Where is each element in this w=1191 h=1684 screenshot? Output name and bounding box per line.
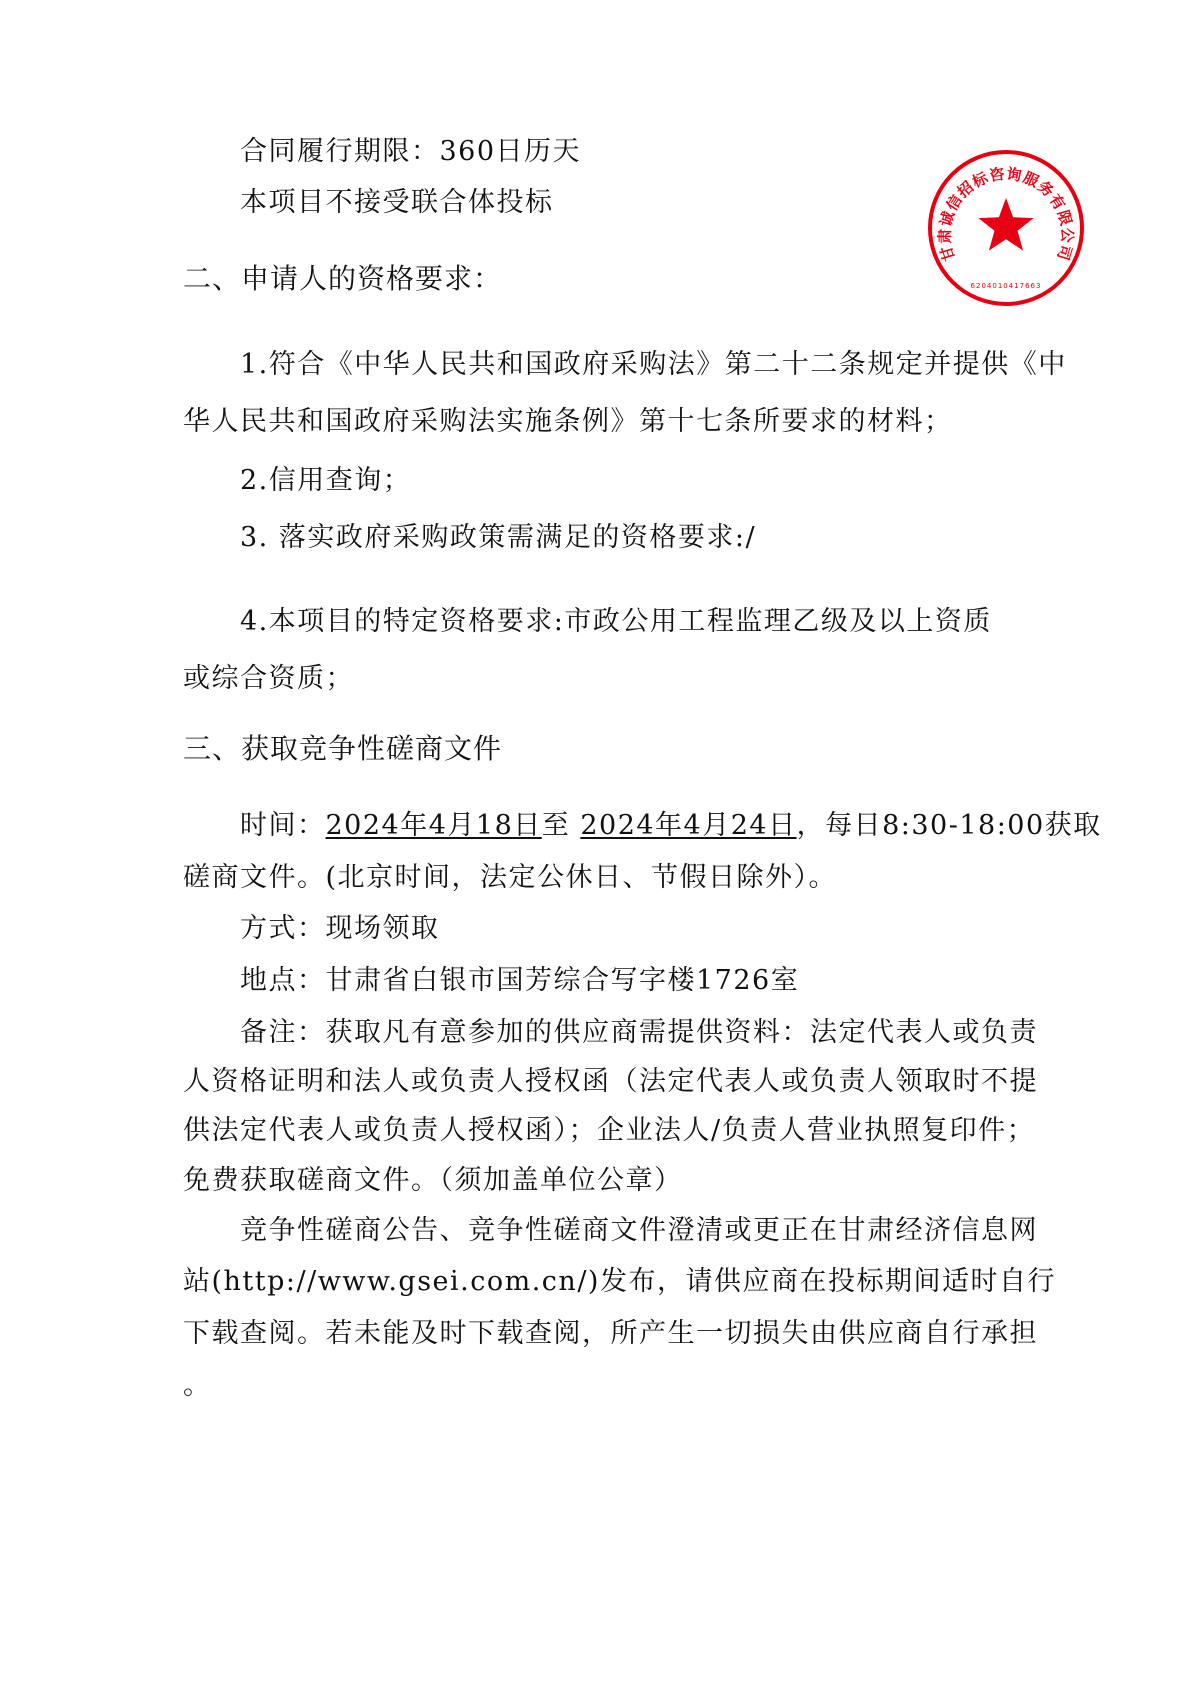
time-rest: ，每日8:30-18:00获取: [796, 810, 1102, 841]
qualification-item-2: 2.信用查询；: [240, 465, 412, 496]
contract-period: 合同履行期限：360日历天: [240, 136, 582, 167]
time-label: 时间：: [240, 810, 326, 841]
qualification-item-1-line-1: 1.符合《中华人民共和国政府采购法》第二十二条规定并提供《中: [240, 349, 1067, 380]
section-heading-obtain-documents: 三、获取竞争性磋商文件: [183, 732, 503, 765]
acquisition-time-line-2: 磋商文件。(北京时间，法定公休日、节假日除外）。: [183, 862, 838, 893]
publication-notice-line-1: 竞争性磋商公告、竞争性磋商文件澄清或更正在甘肃经济信息网: [240, 1215, 1038, 1246]
start-date: 2024年4月18日: [325, 810, 542, 841]
qualification-item-4-line-1: 4.本项目的特定资格要求:市政公用工程监理乙级及以上资质: [240, 606, 992, 637]
qualification-item-1-line-2: 华人民共和国政府采购法实施条例》第十七条所要求的材料；: [183, 406, 953, 437]
acquisition-location: 地点：甘肃省白银市国芳综合写字楼1726室: [240, 965, 800, 996]
svg-text:甘肃诚信招标咨询服务有限公司: 甘肃诚信招标咨询服务有限公司: [935, 164, 1077, 264]
remark-line-2: 人资格证明和法人或负责人授权函（法定代表人或负责人领取时不提: [183, 1066, 1038, 1097]
qualification-item-3: 3. 落实政府采购政策需满足的资格要求:/: [240, 522, 757, 553]
acquisition-method: 方式：现场领取: [240, 913, 440, 944]
end-date: 2024年4月24日: [580, 810, 797, 841]
qualification-item-4-line-2: 或综合资质；: [183, 663, 354, 694]
section-heading-qualifications: 二、申请人的资格要求：: [183, 262, 503, 295]
time-to: 至: [541, 810, 581, 841]
no-consortium-note: 本项目不接受联合体投标: [240, 187, 554, 218]
remark-line-4: 免费获取磋商文件。（须加盖单位公章）: [183, 1165, 683, 1196]
publication-notice-line-3: 下载查阅。若未能及时下载查阅，所产生一切损失由供应商自行承担: [183, 1318, 1038, 1349]
publication-notice-line-2: 站(http://www.gsei.com.cn/)发布，请供应商在投标期间适时自行: [183, 1266, 1056, 1297]
remark-line-1: 备注：获取凡有意参加的供应商需提供资料：法定代表人或负责: [240, 1017, 1038, 1048]
publication-notice-line-4: 。: [183, 1370, 212, 1401]
remark-line-3: 供法定代表人或负责人授权函）；企业法人/负责人营业执照复印件；: [183, 1115, 1036, 1146]
svg-text:6204010417663: 6204010417663: [970, 282, 1042, 290]
acquisition-time-line-1: [240, 810, 1102, 842]
